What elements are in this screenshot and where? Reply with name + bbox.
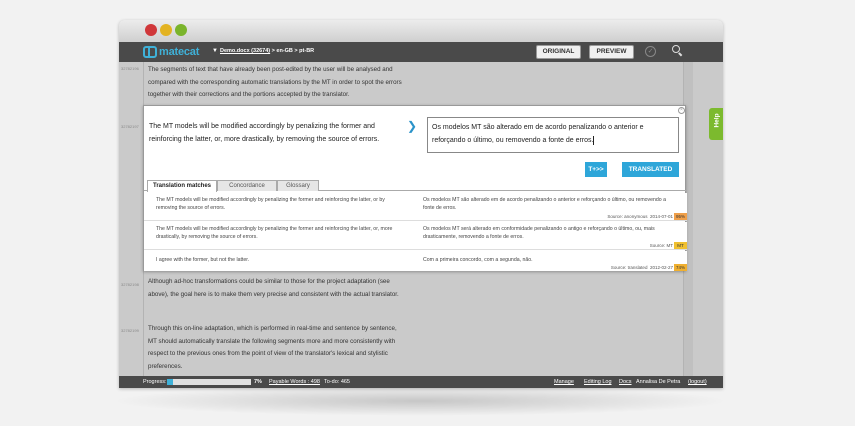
close-window-icon[interactable] [145,24,157,36]
editing-log-link[interactable]: Editing Log [584,379,612,385]
user-name: Annalisa De Petra [636,379,681,385]
match-source: I agree with the former, but not the latter. [156,257,250,263]
match-meta [607,214,673,219]
minimize-window-icon[interactable] [160,24,172,36]
match-percent-badge: 74% [675,265,685,270]
preview-button[interactable]: PREVIEW [589,45,634,59]
breadcrumb-file-link[interactable]: Demo.docx (32674) [220,48,271,54]
match-row[interactable] [144,251,687,271]
segment-id: 32782199 [121,328,139,333]
active-source-text: The MT models will be modified accordingly by penalizing the former and reinforcing the latter, or, more drastically, by removing the source of errors. [149,123,380,143]
segment-source[interactable]: Although ad-hoc transformations could be similar to those for the project adaptation (see above), the goal here is to make them very precise and consistent with the actual translator. [148,278,399,298]
match-date: 2014-07-01 [649,214,673,219]
progress-percent: 7% [254,379,262,385]
check-icon[interactable]: ✓ [645,46,656,57]
match-row[interactable] [144,222,687,250]
match-source-label: Source: anonymous [607,214,648,219]
segment-id: 32782198 [121,282,139,287]
active-segment-editor [143,105,686,271]
match-source: The MT models will be modified accordingly by penalizing the former and reinforcing the latter, or by removing the source of errors. [156,197,385,211]
chevron-right-icon: ❯ [407,119,418,133]
logo-icon [143,46,157,58]
app-window [119,20,723,388]
original-button[interactable]: ORIGINAL [536,45,581,59]
match-meta [611,265,673,270]
maximize-window-icon[interactable] [175,24,187,36]
tab-glossary[interactable]: Glossary [277,180,319,191]
match-source-label: Source: translated [610,265,648,270]
matecat-logo[interactable] [143,45,199,59]
logo-text: matecat [159,46,200,58]
progress-bar [167,379,251,385]
match-meta [650,243,673,248]
copy-source-button[interactable]: T+>> [585,162,607,177]
close-icon[interactable]: × [678,107,685,114]
match-target: Os modelos MT são alterado em de acordo penalizando o anterior e reforçando o último, ou removendo a fonte de erros. [423,197,666,211]
window-shadow [110,386,730,416]
match-row[interactable] [144,193,687,221]
match-source-label: Source: MT [649,243,673,248]
match-target: Os modelos MT será alterado em conformidade penalizando o antigo e reforçando o último, ou, mais drasticamente, removendo a fonte de erros. [423,226,655,240]
status-bar [119,376,723,388]
app-header [119,42,723,62]
segment-id: 32782197 [121,124,139,129]
todo-count: To-do: 465 [324,379,350,385]
match-percent-badge: 95% [675,214,685,219]
help-label: Help [713,113,721,128]
title-bar [119,20,723,42]
translated-button[interactable]: TRANSLATED [622,162,679,177]
segment-source[interactable]: Through this on-line adaptation, which is performed in real-time and sentence by sentence, MT should automatically translate the following segments more and more consistently with respect to the previous ones from the point of view of the translator's lexical and stylistic preferences. [148,325,397,370]
breadcrumb-languages: > en-GB > pt-BR [270,48,315,54]
segment-id: 32782196 [121,66,139,71]
manage-link[interactable]: Manage [554,379,574,385]
match-target: Com a primeira concordo, com a segunda, não. [423,257,533,263]
target-editor[interactable] [427,117,679,153]
matches-tabs [144,178,687,191]
breadcrumb [220,48,314,54]
progress-bar-fill [167,379,173,385]
progress-label: Progress: [143,379,167,385]
segments-area [119,62,723,376]
docs-link[interactable]: Docs [619,379,632,385]
match-date: 2012-02-27 [649,265,673,270]
segment-source[interactable]: The segments of text that have already been post-edited by the user will be analysed and compared with the corresponding automatic translations by the MT in order to spot the errors together with their corrections and the portions accepted by the translator. [148,66,402,98]
logout-link[interactable]: (logout) [688,379,707,385]
chevron-down-icon[interactable]: ▼ [212,48,218,54]
help-tab[interactable] [709,108,723,140]
tab-translation-matches[interactable]: Translation matches [147,180,217,192]
match-source: The MT models will be modified accordingly by penalizing the former and reinforcing the latter, or, more drastically, by removing the source of errors. [156,226,393,240]
tab-concordance[interactable]: Concordance [217,180,277,191]
target-text[interactable]: Os modelos MT são alterado em de acordo penalizando o anterior e reforçando o último, ou removendo a fonte de erros. [432,124,644,144]
match-percent-badge: MT [674,242,687,249]
payable-words[interactable]: Payable Words : 498 [269,379,320,385]
text-cursor [593,136,594,145]
search-icon[interactable] [672,45,684,58]
